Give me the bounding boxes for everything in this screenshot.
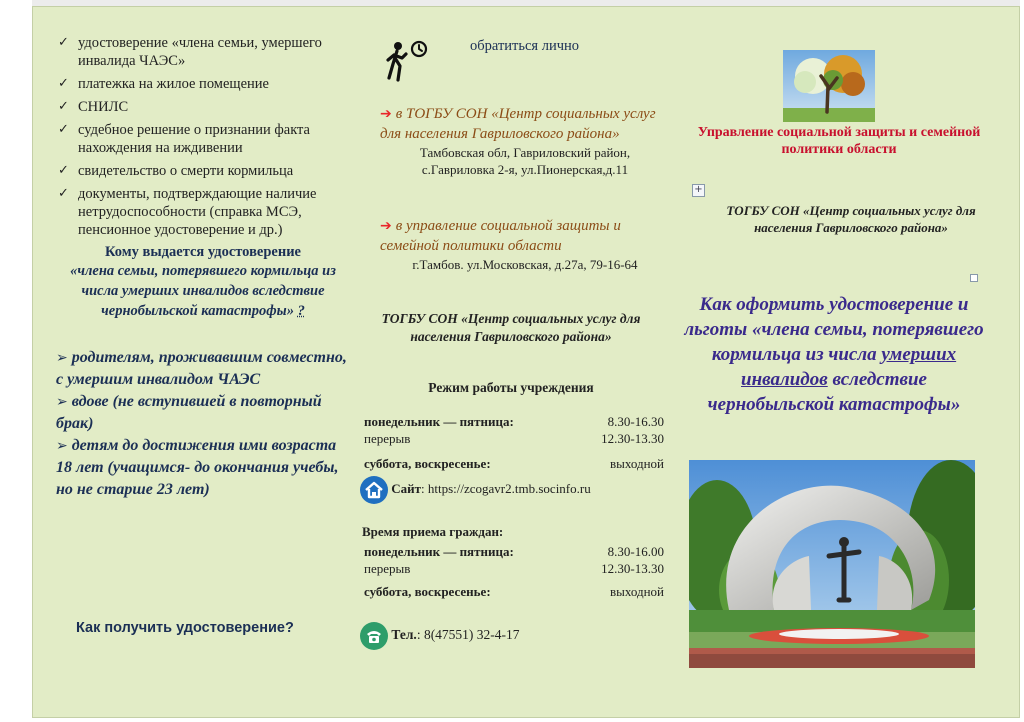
phone-number: : 8(47551) 32-4-17 <box>416 627 520 643</box>
left-column <box>56 34 350 501</box>
arrow-right-icon: ➢ <box>56 438 68 454</box>
walking-person-clock-icon <box>386 40 430 84</box>
list-item: ✓ СНИЛС <box>58 99 129 115</box>
chernobyl-memorial-photo <box>689 460 975 668</box>
address-title: ➔ в ТОГБУ СОН «Центр социальных услуг для населения Гавриловского района» <box>380 106 656 142</box>
home-icon <box>360 476 388 504</box>
check-icon: ✓ <box>58 163 69 178</box>
check-icon: ✓ <box>58 186 69 201</box>
list-item: ✓ свидетельство о смерти кормильца <box>58 163 294 179</box>
address-line: г.Тамбов. ул.Московская, д.27а, 79-16-64 <box>412 257 638 272</box>
address-title: ➔ в управление социальной защиты и семейной политики области <box>380 218 621 254</box>
phone-icon <box>360 622 388 650</box>
check-icon: ✓ <box>58 76 69 91</box>
address-block-center <box>380 104 670 178</box>
reception-row: перерыв 12.30-13.30 <box>364 561 664 576</box>
organization-name: ТОГБУ СОН «Центр социальных услуг для населения Гавриловского района» <box>381 311 641 344</box>
address-line: Тамбовская обл, Гавриловский район, <box>419 145 631 160</box>
how-to-get-heading: Как получить удостоверение? <box>76 620 294 636</box>
schedule-row: суббота, воскресенье: выходной <box>364 456 664 471</box>
list-item: ✓ судебное решение о признании факта нахождения на иждивении <box>58 122 310 156</box>
reception-row: понедельник — пятница: 8.30-16.00 <box>364 544 664 559</box>
resize-handle-icon[interactable] <box>970 274 978 282</box>
schedule-title: Режим работы учреждения <box>428 380 594 395</box>
documents-list <box>56 34 350 239</box>
in-person-heading: обратиться лично <box>470 38 580 54</box>
website-row <box>360 476 591 504</box>
website-link[interactable]: : https://zcogavr2.tmb.socinfo.ru <box>421 480 591 496</box>
department-name: Управление социальной защиты и семейной политики области <box>697 125 981 157</box>
brochure-title: Как оформить удостоверение и льготы «члена семьи, потерявшего кормильца из числа умерших инвалидов вследствие чернобыльской катастрофы» <box>684 294 984 415</box>
list-item: ➢ детям до достижения ими возраста 18 лет (учащимся- до окончания учебы, но не старше 23 лет) <box>56 437 339 498</box>
phone-label: Тел. <box>391 627 417 643</box>
expand-handle-icon[interactable]: + <box>692 184 705 197</box>
website-label: Сайт <box>391 480 422 496</box>
schedule-row: понедельник — пятница: 8.30-16.30 <box>364 414 664 429</box>
who-title: Кому выдается удостоверение <box>105 244 301 260</box>
recipients-list <box>56 347 350 501</box>
schedule-row: перерыв 12.30-13.30 <box>364 431 664 446</box>
who-subtitle: «члена семьи, потерявшего кормильца из числа умерших инвалидов вследствие чернобыльской катастрофы» ? <box>70 263 336 319</box>
list-item: ✓ удостоверение «члена семьи, умершего инвалида ЧАЭС» <box>58 35 322 69</box>
list-item: ✓ документы, подтверждающие наличие нетрудоспособности (справка МСЭ, пенсионное удостоверение и др.) <box>58 186 317 238</box>
phone-row <box>360 622 520 650</box>
arrow-right-icon: ➔ <box>380 106 392 122</box>
check-icon: ✓ <box>58 99 69 114</box>
organization-name-right: ТОГБУ СОН «Центр социальных услуг для населения Гавриловского района» <box>726 203 976 235</box>
list-item: ➢ родителям, проживавшим совместно, с умершим инвалидом ЧАЭС <box>56 349 347 388</box>
check-icon: ✓ <box>58 35 69 50</box>
tree-image <box>783 50 875 122</box>
arrow-right-icon: ➔ <box>380 218 392 234</box>
arrow-right-icon: ➢ <box>56 394 68 410</box>
address-block-department <box>380 216 670 273</box>
check-icon: ✓ <box>58 122 69 137</box>
reception-title: Время приема граждан: <box>362 524 504 539</box>
question-mark: ? <box>297 303 305 319</box>
address-line: с.Гавриловка 2-я, ул.Пионерская,д.11 <box>421 162 629 177</box>
list-item: ➢ вдове (не вступившей в повторный брак) <box>56 393 322 432</box>
reception-row: суббота, воскресенье: выходной <box>364 584 664 599</box>
list-item: ✓ платежка на жилое помещение <box>58 76 269 92</box>
arrow-right-icon: ➢ <box>56 350 68 366</box>
